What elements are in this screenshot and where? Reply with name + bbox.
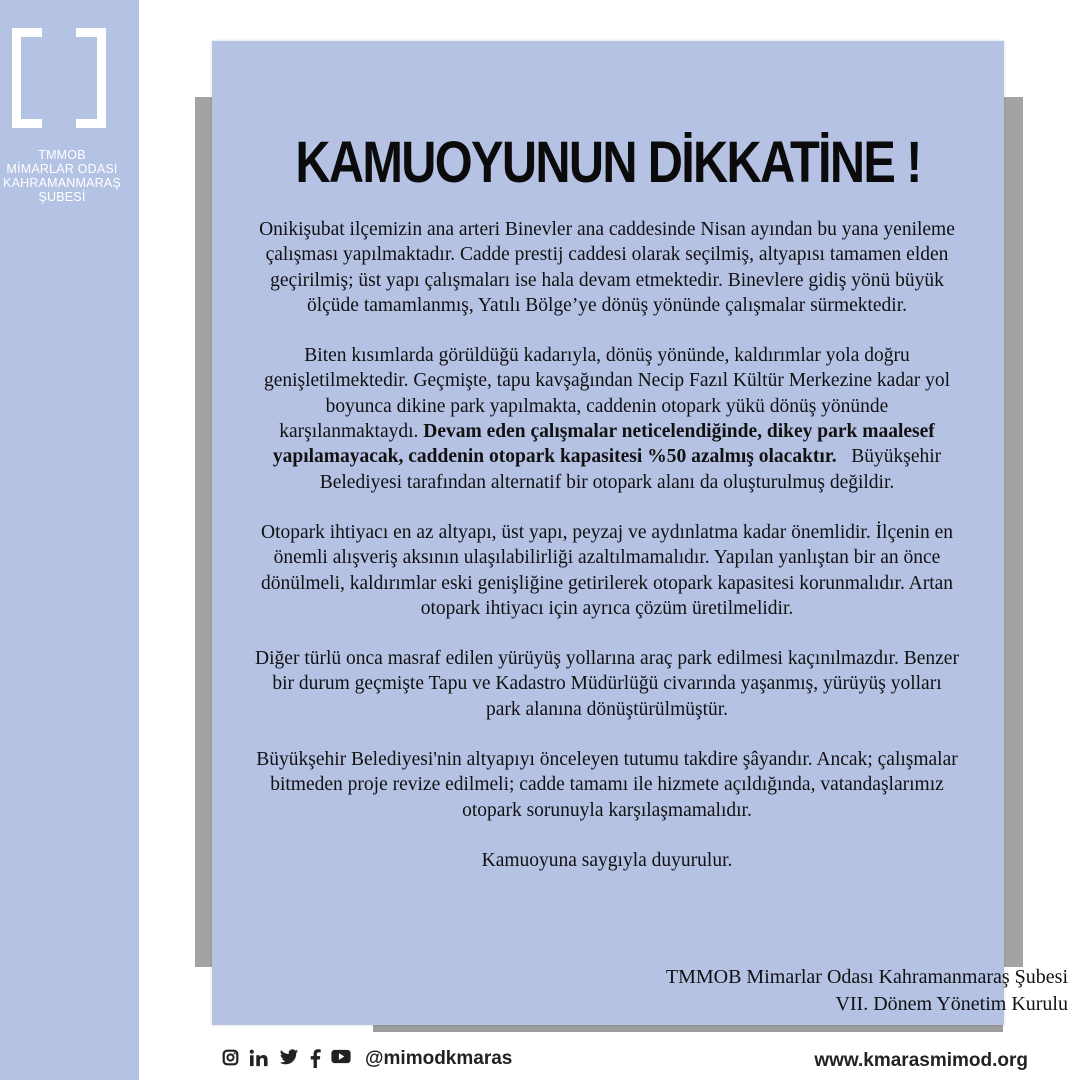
paragraph: Otopark ihtiyacı en az altyapı, üst yapı, peyzaj ve aydınlatma kadar önemlidir. İlçenin en önemli alışveriş aksının ulaşılabilirliği azaltılmamalıdır. Yapılan yanlıştan bir an önce dönülmeli, kaldırımlar eski genişliğine getirilerek otopark kapasitesi korunmalıdır. Artan otopark ihtiyacı için ayrıca çözüm üretilmelidir.	[260, 521, 954, 619]
instagram-icon[interactable]	[222, 1049, 239, 1069]
signature-board: VII. Dönem Yönetim Kurulu	[835, 993, 1068, 1015]
emphasis: Devam eden çalışmalar neticelendiğinde, dikey park maalesef yapılamayacak, caddenin otopark kapasitesi %50 azalmış olacaktır.	[272, 421, 935, 468]
paragraph: Biten kısımlarda görüldüğü kadarıyla, dönüş yönünde, kaldırımlar yola doğru genişletilmektedir. Geçmişte, tapu kavşağından Necip Fazıl Kültür Merkezine kadar yol boyunca dikine park yapılmakta, caddenin otopark yükü dönüş yönünde karşılanmaktaydı. Devam eden çalışmalar neticelendiğinde, dikey park maalesef yapılamayacak, caddenin otopark kapasitesi %50 azalmış olacaktır. Büyükşehir Belediyesi tarafından alternatif bir otopark alanı da oluşturulmuş değildir.	[263, 345, 951, 493]
paragraph: Onikişubat ilçemizin ana arteri Binevler ana caddesinde Nisan ayından bu yana yenileme çalışması yapılmaktadır. Cadde prestij caddesi olarak seçilmiş, altyapısı tamamen elden geçirilmiş; üst yapı çalışmaları ise hala devam etmektedir. Binevlere gidiş yönü büyük ölçüde tamamlanmış, Yatılı Bölge’ye dönüş yönünde çalışmalar sürmektedir.	[259, 219, 955, 316]
signature	[508, 964, 1068, 1018]
signature-org: TMMOB Mimarlar Odası Kahramanmaraş Şubesi	[665, 966, 1068, 988]
paragraph: Büyükşehir Belediyesi'nin altyapıyı önceleyen tutumu takdire şâyandır. Ancak; çalışmalar bitmeden proje revize edilmeli; cadde tamamı ile hizmete açıldığında, vatandaşlarımız otopark sorunuyla karşılaşmamalıdır.	[256, 749, 958, 821]
twitter-icon[interactable]	[279, 1049, 299, 1069]
facebook-icon[interactable]	[309, 1049, 321, 1069]
sidebar	[0, 0, 139, 1080]
footer	[222, 1044, 1028, 1076]
logo-line: ŞUBESİ	[38, 190, 86, 204]
logo-line: KAHRAMANMARAŞ	[3, 176, 121, 190]
paragraph: Diğer türlü onca masraf edilen yürüyüş yollarına araç park edilmesi kaçınılmazdır. Benzer bir durum geçmişte Tapu ve Kadastro Müdürlüğü civarında yaşanmış, yürüyüş yolları park alanına dönüştürülmüştür.	[255, 648, 959, 720]
social-handle[interactable]: @mimodkmaras	[365, 1048, 513, 1069]
logo-mark	[12, 28, 106, 128]
logo-text	[0, 148, 124, 204]
logo-line: MİMARLAR ODASI	[6, 162, 118, 176]
linkedin-icon[interactable]	[249, 1049, 269, 1069]
notice-body	[254, 217, 960, 898]
closing-line: Kamuoyuna saygıyla duyurulur.	[481, 849, 733, 871]
notice-card	[212, 41, 1004, 1025]
social-links	[222, 1048, 512, 1070]
youtube-icon[interactable]	[331, 1049, 351, 1069]
website-link[interactable]: www.kmarasmimod.org	[814, 1050, 1028, 1071]
notice-headline: KAMUOYUNUN DİKKATİNE !	[295, 130, 921, 195]
logo-line: TMMOB	[38, 148, 86, 162]
